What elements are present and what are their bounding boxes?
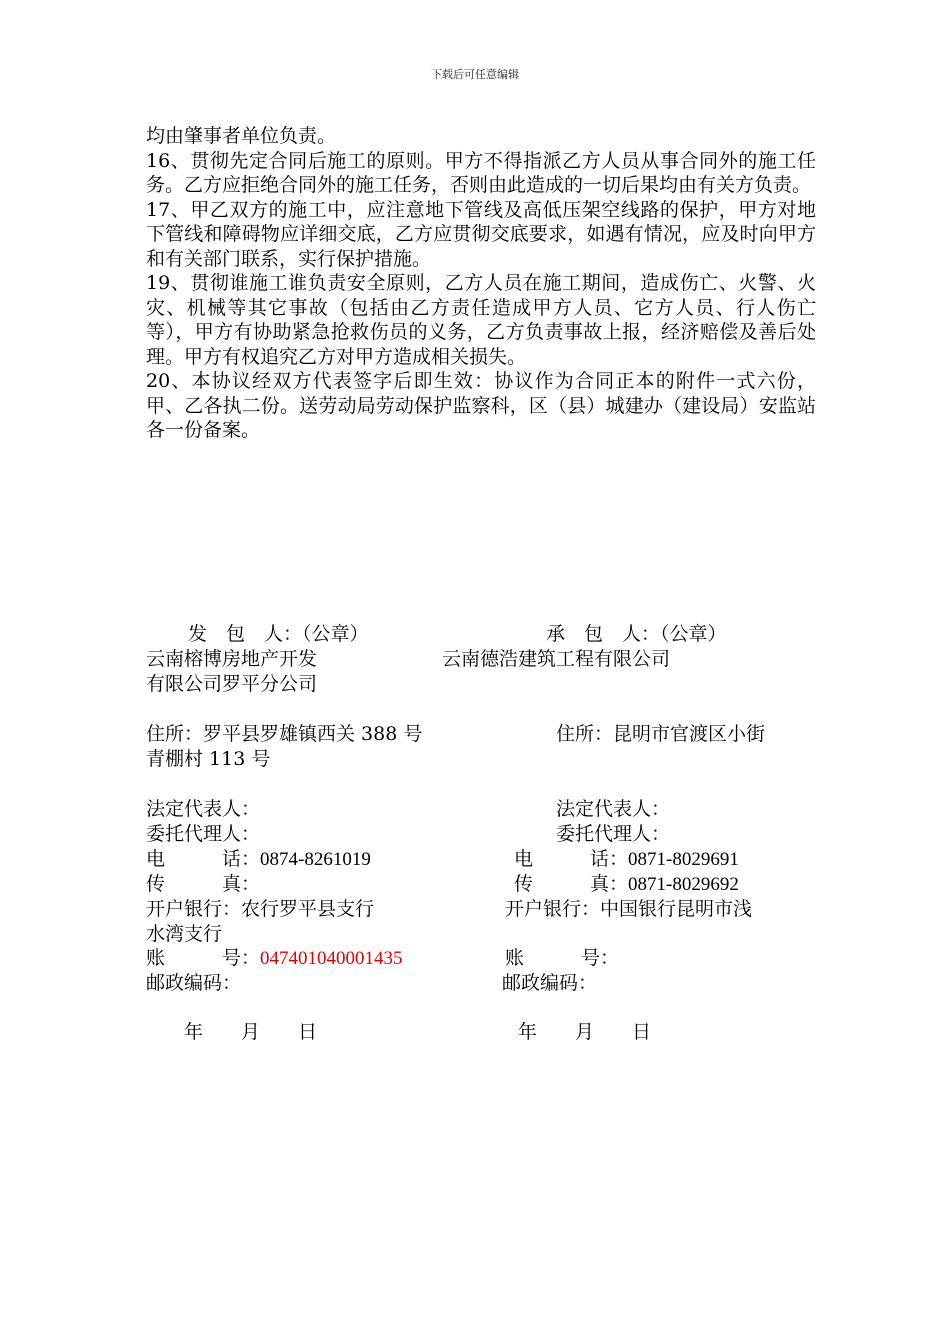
clause-continuation: 均由肇事者单位负责。 <box>146 125 337 147</box>
contract-clauses <box>146 124 816 443</box>
contractor-address: 住所：昆明市官渡区小街 <box>556 723 766 745</box>
clause-16: 16、贯彻先定合同后施工的原则。甲方不得指派乙方人员从事合同外的施工任务。乙方应拒绝合同外的施工任务，否则由此造成的一切后果均由有关方负责。 <box>146 149 816 196</box>
contractor-fax: 0871-8029692 <box>628 874 739 895</box>
employer-phone: 0874-8261019 <box>260 849 371 870</box>
employer-bank: 农行罗平县支行 <box>241 898 375 920</box>
employer-account-label: 账 号： <box>146 947 261 969</box>
contractor-legal-rep: 法定代表人： <box>556 798 671 820</box>
employer-postcode: 邮政编码： <box>146 972 242 994</box>
clause-17: 17、甲乙双方的施工中，应注意地下管线及高低压架空线路的保护，甲方对地下管线和障碍物应详细交底，乙方应贯彻交底要求，如遇有情况，应及时向甲方和有关部门联系，实行保护措施。 <box>146 198 816 270</box>
employer-account: 047401040001435 <box>260 948 403 969</box>
employer-address-line2: 青棚村 113 号 <box>146 748 271 770</box>
page-header: 下载后可任意编辑 <box>431 68 519 81</box>
contractor-postcode: 邮政编码： <box>502 972 598 994</box>
employer-address-line1: 住所：罗平县罗雄镇西关 388 号 <box>146 723 423 745</box>
contractor-agent: 委托代理人： <box>556 823 671 845</box>
contractor-phone-label: 电 话： <box>514 848 629 870</box>
contractor-phone: 0871-8029691 <box>628 849 739 870</box>
employer-legal-rep: 法定代表人： <box>146 798 261 820</box>
clause-20: 20、本协议经双方代表签字后即生效：协议作为合同正本的附件一式六份，甲、乙各执二份。送劳动局劳动保护监察科，区（县）城建办（建设局）安监站各一份备案。 <box>146 370 816 441</box>
contractor-company: 云南德浩建筑工程有限公司 <box>442 648 671 670</box>
contractor-bank-label: 开户银行： <box>505 898 601 920</box>
employer-account-row <box>146 946 403 972</box>
employer-phone-label: 电 话： <box>146 848 261 870</box>
contractor-bank-line2: 水湾支行 <box>146 923 223 945</box>
clause-19: 19、贯彻谁施工谁负责安全原则，乙方人员在施工期间，造成伤亡、火警、火灾、机械等其它事故（包括由乙方责任造成甲方人员、它方人员、行人伤亡等），甲方有协助紧急抢救伤员的义务，乙方负责事故上报，经济赔偿及善后处理。甲方有权追究乙方对甲方造成相关损失。 <box>146 272 816 368</box>
employer-company-line1: 云南榕博房地产开发 <box>146 648 318 670</box>
employer-date: 年 月 日 <box>184 1021 318 1043</box>
contractor-bank-row <box>505 897 752 922</box>
contractor-phone-row <box>514 847 739 873</box>
contractor-account-label: 账 号： <box>505 947 620 969</box>
employer-bank-row <box>146 897 374 922</box>
employer-agent: 委托代理人： <box>146 823 261 845</box>
contractor-bank-line1: 中国银行昆明市浅 <box>600 898 753 920</box>
contractor-fax-label: 传 真： <box>514 873 629 895</box>
employer-fax-label: 传 真： <box>146 873 261 895</box>
employer-phone-row <box>146 847 371 873</box>
contractor-date: 年 月 日 <box>518 1021 652 1043</box>
contractor-fax-row <box>514 872 739 898</box>
employer-title: 发 包 人：（公章） <box>188 623 369 645</box>
employer-bank-label: 开户银行： <box>146 898 242 920</box>
contractor-title: 承 包 人：（公章） <box>546 623 727 645</box>
employer-company-line2: 有限公司罗平分公司 <box>146 673 318 695</box>
